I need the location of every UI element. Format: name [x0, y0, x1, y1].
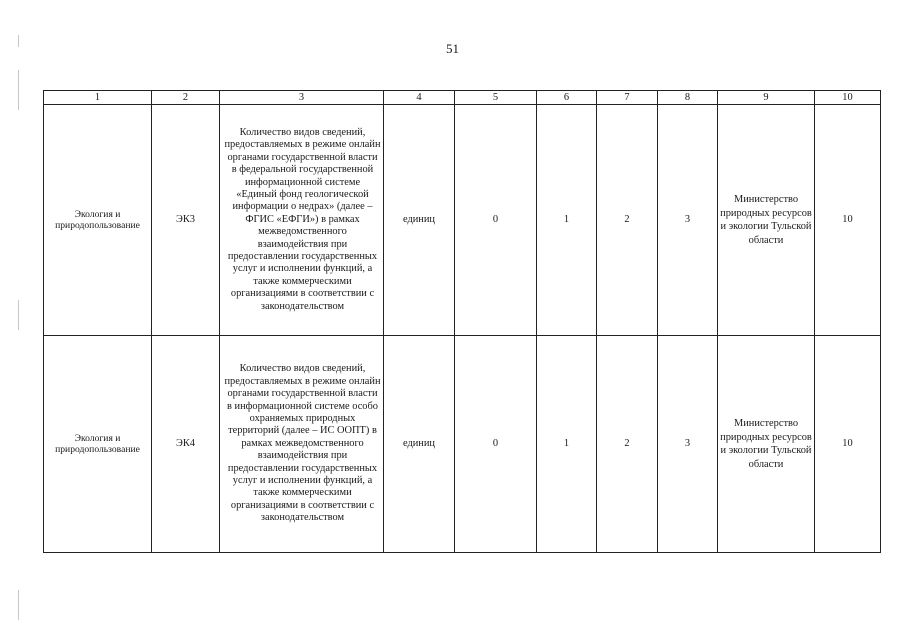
column-number: 9	[718, 91, 815, 105]
column-number: 2	[152, 91, 220, 105]
description-cell: Количество видов сведений, предоставляемых в режиме онлайн органами государственной власти в федеральной государственной информационной системе «Единый фонд геологической информации о недрах» (далее – ФГИС «ЕФГИ») в рамках межведомственного взаимодействия при предоставлении государственных услуг и исполнении функций, а также коммерческими организациями в соответствии с законодательством	[220, 105, 384, 336]
responsible-cell: Министерство природных ресурсов и экологии Тульской области	[718, 336, 815, 553]
value-cell: 10	[815, 336, 881, 553]
code-cell: ЭК4	[152, 336, 220, 553]
value-cell: 3	[658, 336, 718, 553]
column-number-row	[44, 91, 881, 105]
value-cell: 0	[455, 336, 537, 553]
sphere-cell: Экология и природопользование	[44, 336, 152, 553]
value-cell: 0	[455, 105, 537, 336]
value-cell: 1	[537, 105, 597, 336]
scan-edge-mark	[18, 300, 19, 330]
column-number: 10	[815, 91, 881, 105]
value-cell: 2	[597, 105, 658, 336]
column-number: 4	[384, 91, 455, 105]
table-row	[44, 336, 881, 553]
code-cell: ЭК3	[152, 105, 220, 336]
table-row	[44, 105, 881, 336]
column-number: 3	[220, 91, 384, 105]
responsible-cell: Министерство природных ресурсов и экологии Тульской области	[718, 105, 815, 336]
page-number: 51	[446, 41, 459, 56]
sphere-cell: Экология и природопользование	[44, 105, 152, 336]
column-number: 5	[455, 91, 537, 105]
scan-edge-mark	[18, 590, 19, 620]
value-cell: 10	[815, 105, 881, 336]
unit-cell: единиц	[384, 336, 455, 553]
unit-cell: единиц	[384, 105, 455, 336]
column-number: 7	[597, 91, 658, 105]
value-cell: 3	[658, 105, 718, 336]
value-cell: 1	[537, 336, 597, 553]
scan-edge-mark	[18, 70, 19, 110]
description-cell: Количество видов сведений, предоставляемых в режиме онлайн органами государственной власти в информационной системе особо охраняемых природных территорий (далее – ИС ООПТ) в рамках межведомственного взаимодействия при предоставлении государственных услуг и исполнении функций, а также коммерческими организациями в соответствии с законодательством	[220, 336, 384, 553]
indicator-table	[43, 90, 881, 553]
column-number: 1	[44, 91, 152, 105]
column-number: 8	[658, 91, 718, 105]
column-number: 6	[537, 91, 597, 105]
value-cell: 2	[597, 336, 658, 553]
